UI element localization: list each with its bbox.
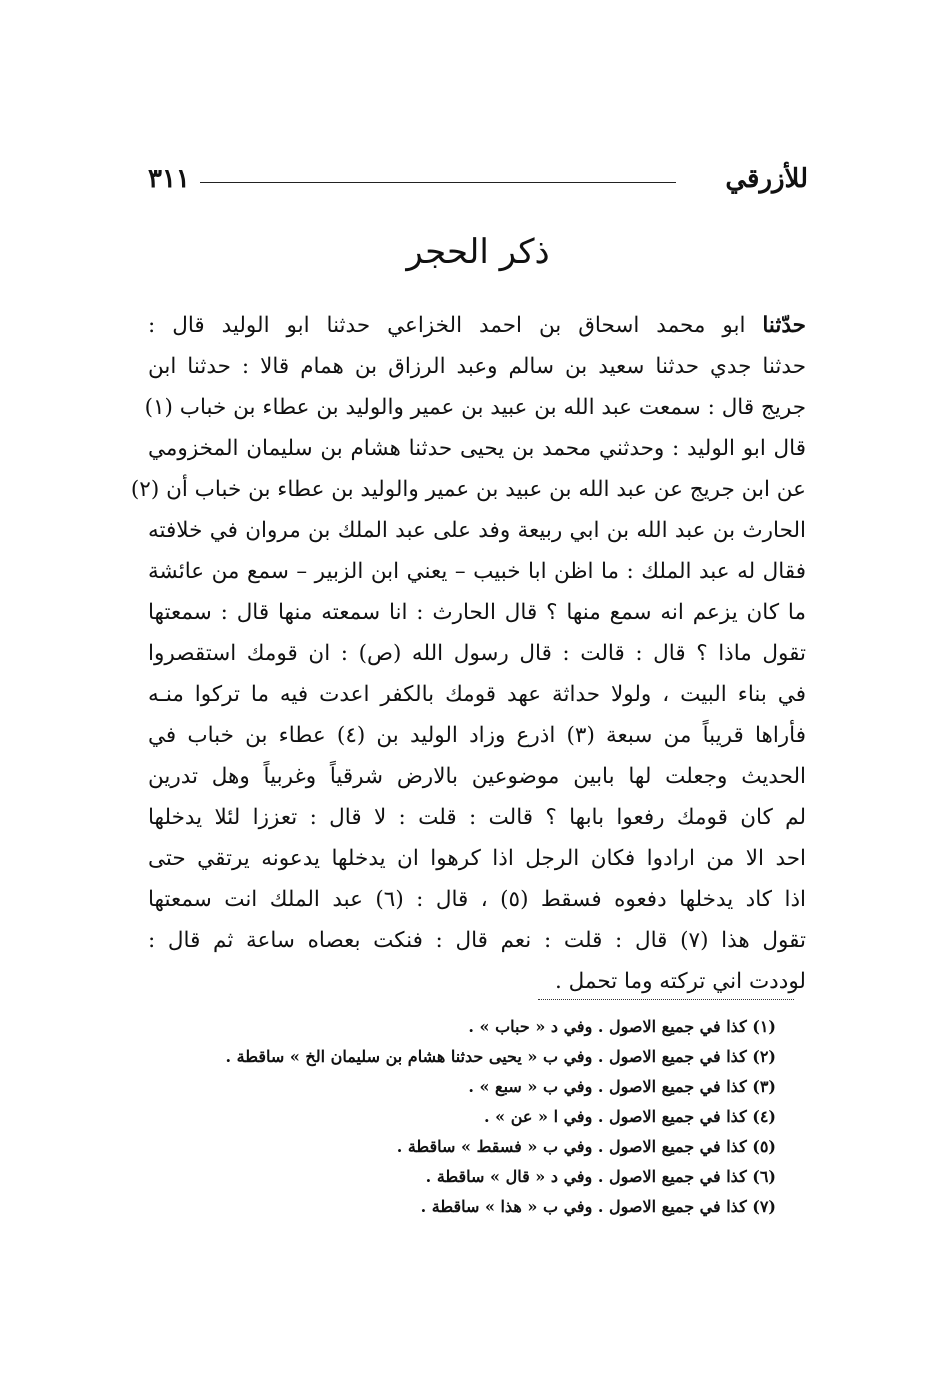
body-line: قال ابو الوليد : وحدثني محمد بن يحيى حدثنا هشام بن سليمان المخزومي [148, 436, 806, 461]
body-line: اذا كاد يدخلها دفعوه فسقط (٥) ، قال : (٦) عبد الملك انت سمعتها [148, 887, 806, 912]
footnote: (٢) كذا في جميع الاصول . وفي ب « يحيى حدثنا هشام بن سليمان الخ » ساقطة . [225, 1047, 776, 1066]
body-line: في بناء البيت ، ولولا حداثة عهد قومك بالكفر اعدت فيه ما تركوا منـه [148, 682, 806, 707]
footnote: (٦) كذا في جميع الاصول . وفي د « قال » ساقطة . [425, 1167, 776, 1186]
lead-word: حدّثنا [762, 313, 806, 338]
footnote-separator [538, 999, 794, 1000]
footnotes [148, 1012, 776, 1222]
chapter-title: ذكر الحجر [406, 232, 550, 272]
footnote: (١) كذا في جميع الاصول . وفي د « حباب » . [468, 1017, 776, 1036]
body-line: جريج قال : سمعت عبد الله بن عبيد بن عمير والوليد بن عطاء بن خباب (١) [144, 395, 806, 420]
page-number: ٣١١ [148, 164, 190, 194]
body-line [148, 305, 806, 346]
body-line: تقول ماذا ؟ قال : قالت : قال رسول الله (ص) : ان قومك استقصروا [148, 641, 806, 666]
running-header-book-title: للأزرقي [725, 164, 808, 194]
body-line: تقول هذا (٧) قال : قلت : نعم قال : فنكت بعصاه ساعة ثم قال : [148, 928, 806, 953]
body-text [130, 305, 807, 1002]
body-line: احد الا من ارادوا فكان الرجل اذا كرهوا ان يدخلها يدعونه يرتقي حتى [148, 846, 806, 871]
running-header [148, 160, 808, 204]
body-line: فأراها قريباً من سبعة (٣) اذرع وزاد الوليد بن (٤) عطاء بن خباب في [148, 723, 807, 748]
footnote: (٥) كذا في جميع الاصول . وفي ب « فسقط » ساقطة . [396, 1137, 776, 1156]
body-line: لوددت اني تركته وما تحمل . [554, 969, 806, 994]
body-line: فقال له عبد الملك : ما اظن ابا خبيب – يعني ابن الزبير – سمع من عائشة [148, 559, 806, 584]
body-line: ما كان يزعم انه سمع منها ؟ قال الحارث : انا سمعته منها قال : سمعتها [148, 600, 806, 625]
body-line: الحارث بن عبد الله بن ابي ربيعة وفد على عبد الملك بن مروان في خلافته [148, 518, 806, 543]
header-rule [200, 182, 676, 183]
body-line: حدثنا جدي حدثنا سعيد بن سالم وعبد الرزاق بن همام قالا : حدثنا ابن [148, 354, 806, 379]
body-line: الحديث وجعلت لها بابين موضوعين بالارض شرقياً وغربياً وهل تدرين [148, 764, 806, 789]
footnote: (٤) كذا في جميع الاصول . وفي ا « عن » . [483, 1107, 776, 1126]
footnote: (٣) كذا في جميع الاصول . وفي ب « سبع » . [468, 1077, 776, 1096]
body-line: لم كان قومك رفعوا بابها ؟ قالت : قلت : لا قال : تعززا لئلا يدخلها [148, 805, 806, 830]
footnote: (٧) كذا في جميع الاصول . وفي ب « هذا » ساقطة . [420, 1197, 776, 1216]
body-line: عن ابن جريج عن عبد الله بن عبيد بن عمير والوليد بن عطاء بن خباب أن (٢) [130, 477, 806, 502]
body-line-text: ابو محمد اسحاق بن احمد الخزاعي حدثنا ابو الوليد قال : [148, 313, 746, 338]
